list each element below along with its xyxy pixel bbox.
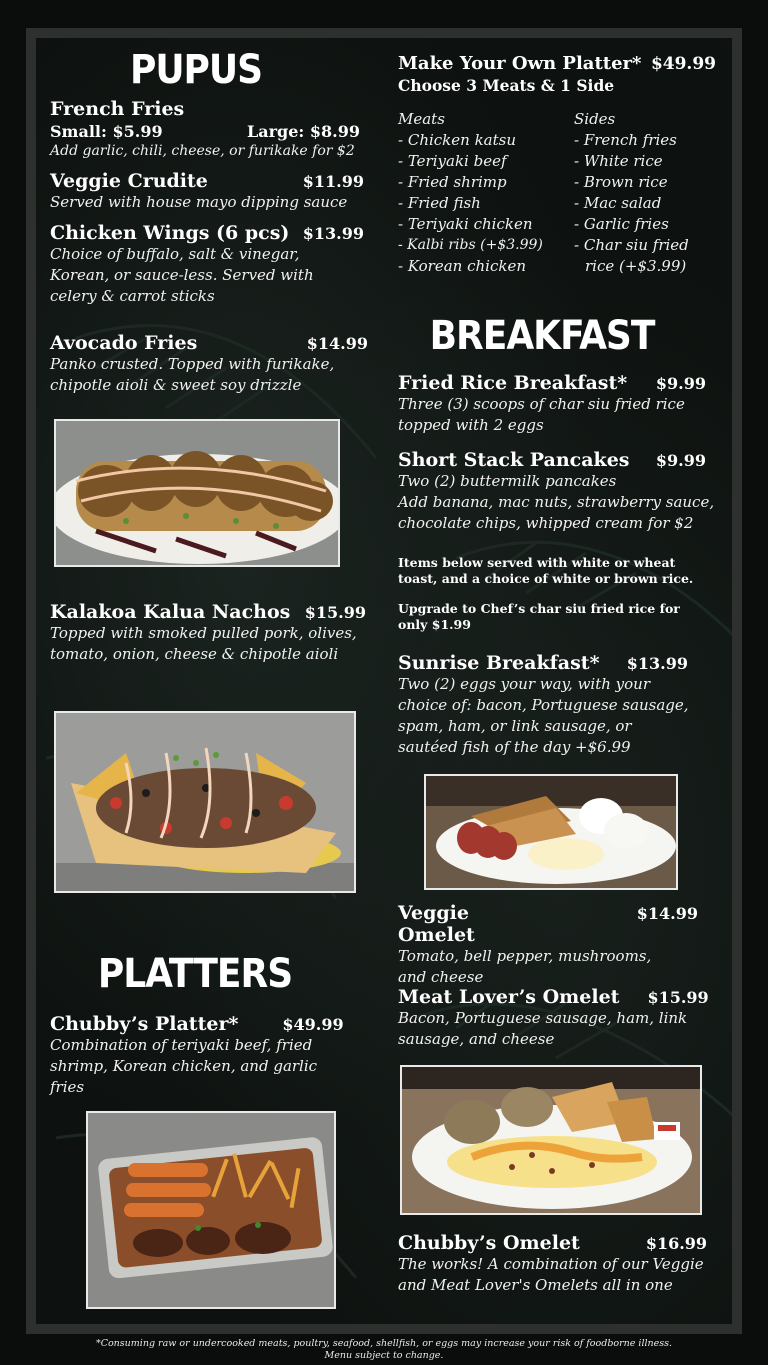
meats-list	[398, 109, 574, 277]
breakfast-item-sunrise	[398, 652, 718, 758]
pupus-heading: PUPUS	[129, 47, 263, 93]
item-description: Choice of buffalo, salt & vinegar,	[50, 245, 300, 263]
item-description: Two (2) buttermilk pancakes	[398, 472, 617, 490]
pupus-item-veggie-crudite	[50, 170, 368, 213]
item-name: Avocado Fries	[50, 332, 198, 354]
list-item: - Garlic fries	[574, 215, 669, 233]
item-description: topped with 2 eggs	[398, 416, 544, 434]
note-text: only $1.99	[398, 617, 471, 632]
item-description: chipotle aioli & sweet soy drizzle	[50, 376, 302, 394]
platter-subtitle: Choose 3 Meats & 1 Side	[398, 76, 615, 95]
item-description: chocolate chips, whipped cream for $2	[398, 514, 694, 532]
disclaimer-text: *Consuming raw or undercooked meats, poultry, seafood, shellfish, or eggs may increase your risk of foodborne illness.	[95, 1338, 673, 1349]
item-description: fries	[50, 1078, 85, 1096]
list-item: - Teriyaki beef	[398, 152, 507, 170]
item-price: $13.99	[302, 224, 364, 243]
item-description: Bacon, Portuguese sausage, ham, link	[398, 1009, 688, 1027]
item-name: Veggie Crudite	[50, 170, 208, 192]
list-item: - Korean chicken	[398, 257, 526, 275]
platter-photo	[86, 1111, 336, 1309]
list-item: - Char siu fried	[574, 236, 689, 254]
item-description: sausage, and cheese	[398, 1030, 555, 1048]
platters-heading: PLATTERS	[97, 951, 293, 997]
item-description: Korean, or sauce-less. Served with	[50, 266, 314, 284]
breakfast-note-upgrade	[398, 601, 718, 633]
sides-label: Sides	[574, 110, 616, 128]
item-name: Chubby’s Platter*	[50, 1013, 239, 1035]
list-item: - Fried shrimp	[398, 173, 507, 191]
item-description: Add banana, mac nuts, strawberry sauce,	[398, 493, 715, 511]
breakfast-item-chubbys-omelet	[398, 1232, 728, 1296]
breakfast-note-sides	[398, 555, 718, 587]
item-description: choice of: bacon, Portuguese sausage,	[398, 696, 689, 714]
pupus-item-chicken-wings	[50, 222, 368, 307]
omelet-photo	[400, 1065, 702, 1215]
sides-list	[574, 109, 716, 277]
item-price: $9.99	[655, 451, 706, 470]
item-price-large: Large: $8.99	[247, 122, 360, 141]
item-description: and cheese	[398, 968, 484, 986]
avocado-fries-photo	[54, 419, 340, 567]
list-item: - Teriyaki chicken	[398, 215, 533, 233]
note-text: toast, and a choice of white or brown rice.	[398, 571, 694, 586]
item-price-small: Small: $5.99	[50, 122, 163, 141]
item-description: Three (3) scoops of char siu fried rice	[398, 395, 685, 413]
breakfast-item-meat-lovers-omelet	[398, 986, 710, 1050]
item-description: The works! A combination of our Veggie	[398, 1255, 704, 1273]
item-description: tomato, onion, cheese & chipotle aioli	[50, 645, 339, 663]
breakfast-heading: BREAKFAST	[429, 313, 655, 359]
item-name: Chicken Wings (6 pcs)	[50, 222, 290, 244]
make-your-own-platter	[398, 53, 716, 277]
platter-title: Make Your Own Platter*	[398, 53, 642, 74]
item-description: Panko crusted. Topped with furikake,	[50, 355, 335, 373]
menu-change-note: Menu subject to change.	[324, 1350, 444, 1361]
platters-item-chubbys-platter	[50, 1013, 350, 1098]
item-description: Topped with smoked pulled pork, olives,	[50, 624, 357, 642]
platter-price: $49.99	[650, 54, 716, 74]
item-description: Add garlic, chili, cheese, or furikake for $2	[50, 143, 355, 159]
item-price: $9.99	[655, 374, 706, 393]
item-description: spam, ham, or link sausage, or	[398, 717, 632, 735]
pupus-item-kalua-nachos	[50, 601, 380, 665]
list-item: - Kalbi ribs (+$3.99)	[398, 237, 543, 253]
item-name: Meat Lover’s Omelet	[398, 986, 620, 1008]
item-price: $49.99	[282, 1015, 344, 1034]
item-price: $11.99	[302, 172, 364, 191]
note-text: Items below served with white or wheat	[398, 555, 676, 570]
item-description: Two (2) eggs your way, with your	[398, 675, 651, 693]
list-item: - Fried fish	[398, 194, 481, 212]
item-name: Fried Rice Breakfast*	[398, 372, 628, 394]
item-price: $13.99	[626, 654, 688, 673]
list-item: - White rice	[574, 152, 663, 170]
list-item: rice (+$3.99)	[585, 257, 687, 275]
list-item: - Brown rice	[574, 173, 668, 191]
meats-label: Meats	[398, 110, 445, 128]
item-name: Veggie Omelet	[398, 902, 475, 946]
sunrise-breakfast-photo	[424, 774, 678, 890]
item-name: Short Stack Pancakes	[398, 449, 630, 471]
item-description: and Meat Lover's Omelets all in one	[398, 1276, 673, 1294]
note-text: Upgrade to Chef’s char siu fried rice for	[398, 601, 680, 616]
pupus-item-avocado-fries	[50, 332, 368, 396]
item-description: sautéed fish of the day +$6.99	[398, 738, 631, 756]
item-price: $14.99	[636, 904, 698, 923]
item-description: Combination of teriyaki beef, fried	[50, 1036, 313, 1054]
breakfast-item-short-stack	[398, 449, 718, 534]
item-price: $14.99	[306, 334, 368, 353]
item-price: $16.99	[645, 1234, 708, 1253]
pupus-item-french-fries	[50, 98, 360, 162]
item-description: Tomato, bell pepper, mushrooms,	[398, 947, 652, 965]
breakfast-item-fried-rice	[398, 372, 706, 436]
list-item: - Chicken katsu	[398, 131, 516, 149]
item-price: $15.99	[647, 988, 709, 1007]
item-description: Served with house mayo dipping sauce	[50, 193, 348, 211]
item-name: Kalakoa Kalua Nachos	[50, 601, 291, 623]
item-description: celery & carrot sticks	[50, 287, 215, 305]
item-name: Chubby’s Omelet	[398, 1232, 580, 1254]
breakfast-item-veggie-omelet	[398, 902, 698, 988]
nachos-photo	[54, 711, 356, 893]
list-item: - Mac salad	[574, 194, 662, 212]
footer-disclaimer	[0, 1338, 768, 1362]
item-price: $15.99	[304, 603, 366, 622]
item-name: Sunrise Breakfast*	[398, 652, 600, 674]
list-item: - French fries	[574, 131, 677, 149]
item-name: French Fries	[50, 98, 185, 120]
item-description: shrimp, Korean chicken, and garlic	[50, 1057, 318, 1075]
